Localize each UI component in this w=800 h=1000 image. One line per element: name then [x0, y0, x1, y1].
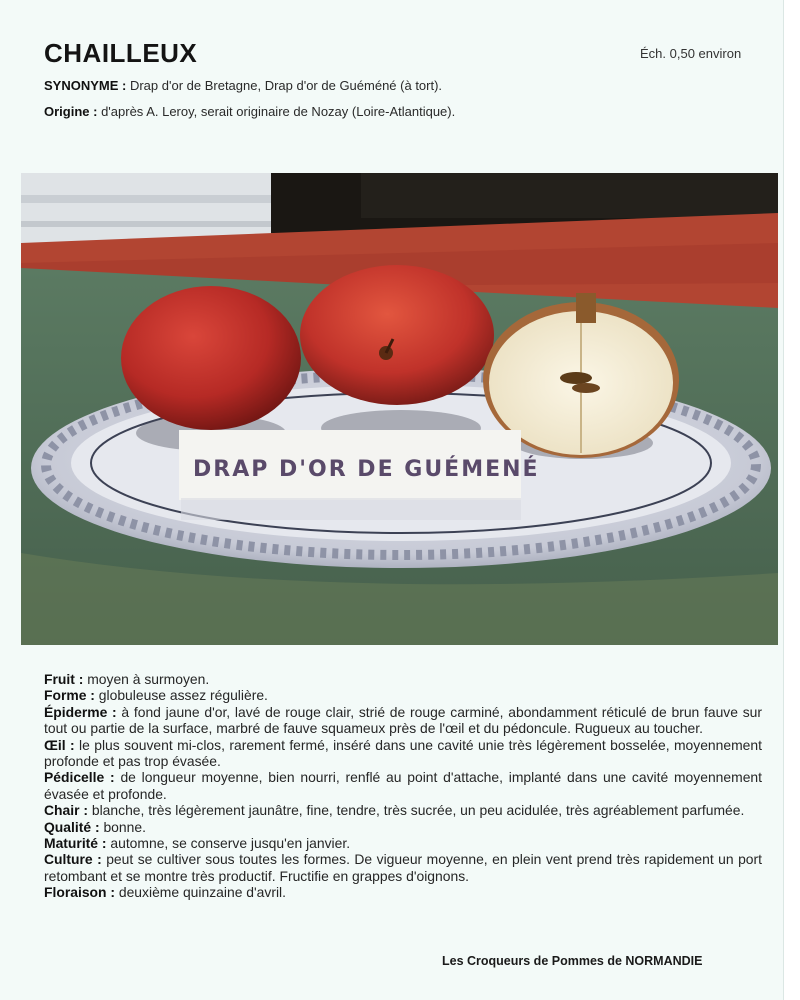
publisher-credit: Les Croqueurs de Pommes de NORMANDIE: [442, 954, 703, 968]
desc-culture: Culture : peut se cultiver sous toutes les formes. De vigueur moyenne, en plein vent prend très rapidement un port retombant et se montre très productif. Fructifie en grappes d'oignons.: [44, 851, 762, 884]
scale-note: Éch. 0,50 environ: [640, 46, 742, 61]
synonyme-label: SYNONYME :: [44, 78, 127, 93]
desc-maturite: Maturité : automne, se conserve jusqu'en janvier.: [44, 835, 351, 852]
label-card-text: DRAP D'OR DE GUÉMENÉ: [193, 457, 540, 482]
desc-qualite: Qualité : bonne.: [44, 818, 146, 835]
description: [44, 671, 762, 901]
desc-forme: Forme : globuleuse assez régulière.: [44, 687, 268, 704]
synonyme-value: Drap d'or de Bretagne, Drap d'or de Guéméné (à tort).: [129, 78, 443, 93]
desc-chair: Chair : blanche, très légèrement jaunâtre, fine, tendre, très sucrée, un peu acidulée, très agréablement parfumée.: [44, 802, 745, 819]
origine-label: Origine :: [44, 104, 98, 119]
desc-floraison: Floraison : deuxième quinzaine d'avril.: [44, 884, 286, 901]
desc-fruit: Fruit : moyen à surmoyen.: [44, 671, 210, 687]
desc-epiderme: Épiderme : à fond jaune d'or, lavé de rouge clair, strié de rouge carminé, abondamment réticulé de brun fauve sur tout ou partie de la surface, marbré de fauve squameux près de l'œil et du pédoncule. Rugueux au toucher.: [44, 703, 763, 737]
synonyme-line: [44, 78, 442, 93]
origine-line: [44, 104, 455, 119]
apple-photo-illustration: [21, 173, 778, 645]
desc-oeil: Œil : le plus souvent mi-clos, rarement fermé, inséré dans une cavité unie très légèrement bosselée, moyennement profonde et pas trop évasée.: [44, 736, 762, 770]
desc-pedicelle: Pédicelle : de longueur moyenne, bien nourri, renflé au point d'attache, implanté dans une cavité moyennement évasée et profonde.: [44, 769, 763, 802]
origine-value: d'après A. Leroy, serait originaire de Nozay (Loire-Atlantique).: [101, 104, 456, 119]
page-title: CHAILLEUX: [44, 38, 198, 68]
apple-photo: [21, 173, 778, 645]
